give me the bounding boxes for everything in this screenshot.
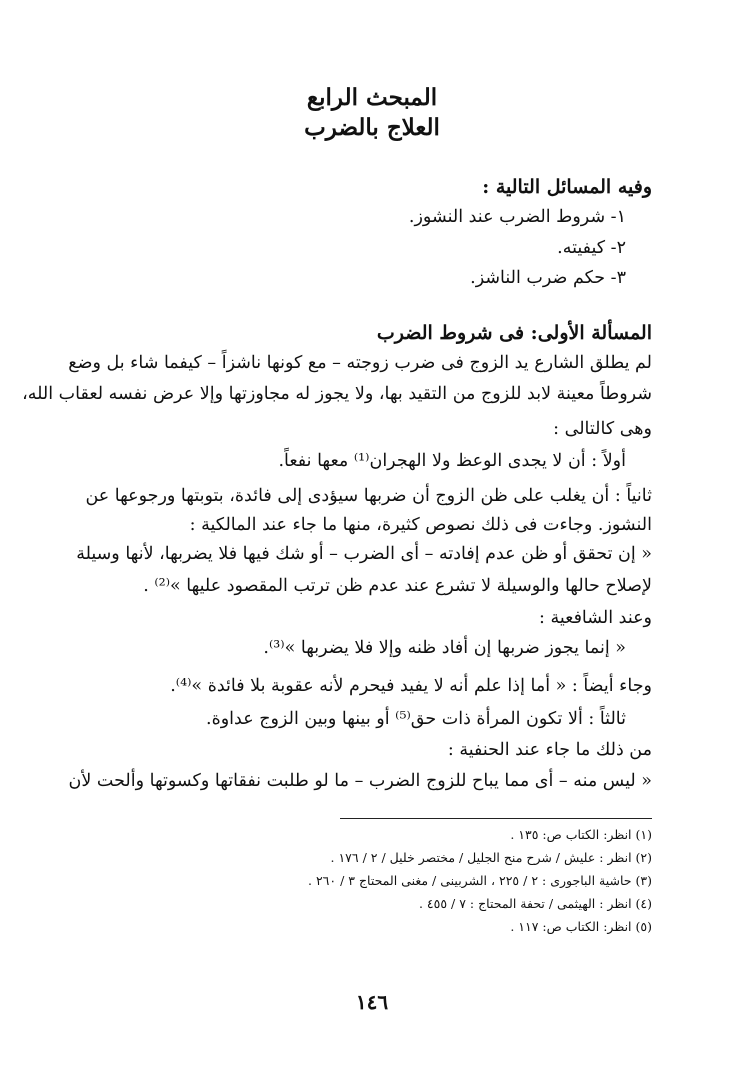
footnote: (٥) انظر: الكتاب ص: ١١٧ .	[510, 919, 652, 934]
footnote: (٢) انظر : عليش / شرح منح الجليل / مختصر خليل / ٢ / ١٧٦ .	[330, 850, 652, 865]
paragraph-line: « إنما يجوز ضربها إن أفاد ظنه وإلا فلا يضربها »⁽³⁾.	[263, 638, 626, 658]
paragraph-line: ثانياً : أن يغلب على ظن الزوج أن ضربها سيؤدى إلى فائدة، بتوبتها ورجوعها عن	[85, 486, 652, 506]
intro-item: ١- شروط الضرب عند النشوز.	[408, 207, 626, 227]
page-number: ١٤٦	[355, 990, 389, 1014]
paragraph-line: النشوز. وجاءت فى ذلك نصوص كثيرة، منها ما جاء عند المالكية :	[189, 515, 652, 535]
footnote: (٤) انظر : الهيثمى / تحفة المحتاج : ٧ / ٤٥٥ .	[418, 896, 652, 911]
intro-item: ٣- حكم ضرب الناشز.	[470, 268, 626, 288]
paragraph-line: لإصلاح حالها والوسيلة لا تشرع عند عدم ظن ترتب المقصود عليها »⁽²⁾ .	[143, 576, 652, 596]
intro-item: ٢- كيفيته.	[557, 238, 626, 258]
section-heading: المسألة الأولى: فى شروط الضرب	[376, 322, 652, 344]
chapter-title: المبحث الرابع	[306, 84, 438, 111]
paragraph-line: وهى كالتالى :	[553, 419, 652, 439]
chapter-subtitle: العلاج بالضرب	[304, 114, 440, 141]
footnote-divider	[340, 818, 652, 819]
paragraph-line: لم يطلق الشارع يد الزوج فى ضرب زوجته – مع كونها ناشزاً – كيفما شاء بل وضع	[68, 353, 652, 373]
paragraph-line: وعند الشافعية :	[539, 608, 652, 628]
paragraph-line: « إن تحقق أو ظن عدم إفادته – أى الضرب – أو شك فيها فلا يضربها، لأنها وسيلة	[76, 544, 652, 564]
paragraph-line: شروطاً معينة لابد للزوج من التقيد بها، ولا يجوز له مجاوزتها وإلا عرض نفسه لعقاب الله،	[22, 384, 652, 404]
paragraph-line: « ليس منه – أى مما يباح للزوج الضرب – ما لو طلبت نفقاتها وكسوتها وألحت لأن	[68, 771, 652, 791]
footnote: (١) انظر: الكتاب ص: ١٣٥ .	[510, 827, 652, 842]
paragraph-line: أولاً : أن لا يجدى الوعظ ولا الهجران⁽¹⁾ معها نفعاً.	[278, 451, 626, 471]
paragraph-line: ثالثاً : ألا تكون المرأة ذات حق⁽⁵⁾ أو بينها وبين الزوج عداوة.	[206, 709, 626, 729]
paragraph-line: وجاء أيضاً : « أما إذا علم أنه لا يفيد فيحرم لأنه عقوبة بلا فائدة »⁽⁴⁾.	[170, 676, 652, 696]
intro-heading: وفيه المسائل التالية :	[482, 176, 652, 198]
paragraph-line: من ذلك ما جاء عند الحنفية :	[447, 740, 652, 760]
footnote: (٣) حاشية الباجورى : ٢ / ٢٢٥ ، الشربينى / مغنى المحتاج ٣ / ٢٦٠ .	[307, 873, 652, 888]
